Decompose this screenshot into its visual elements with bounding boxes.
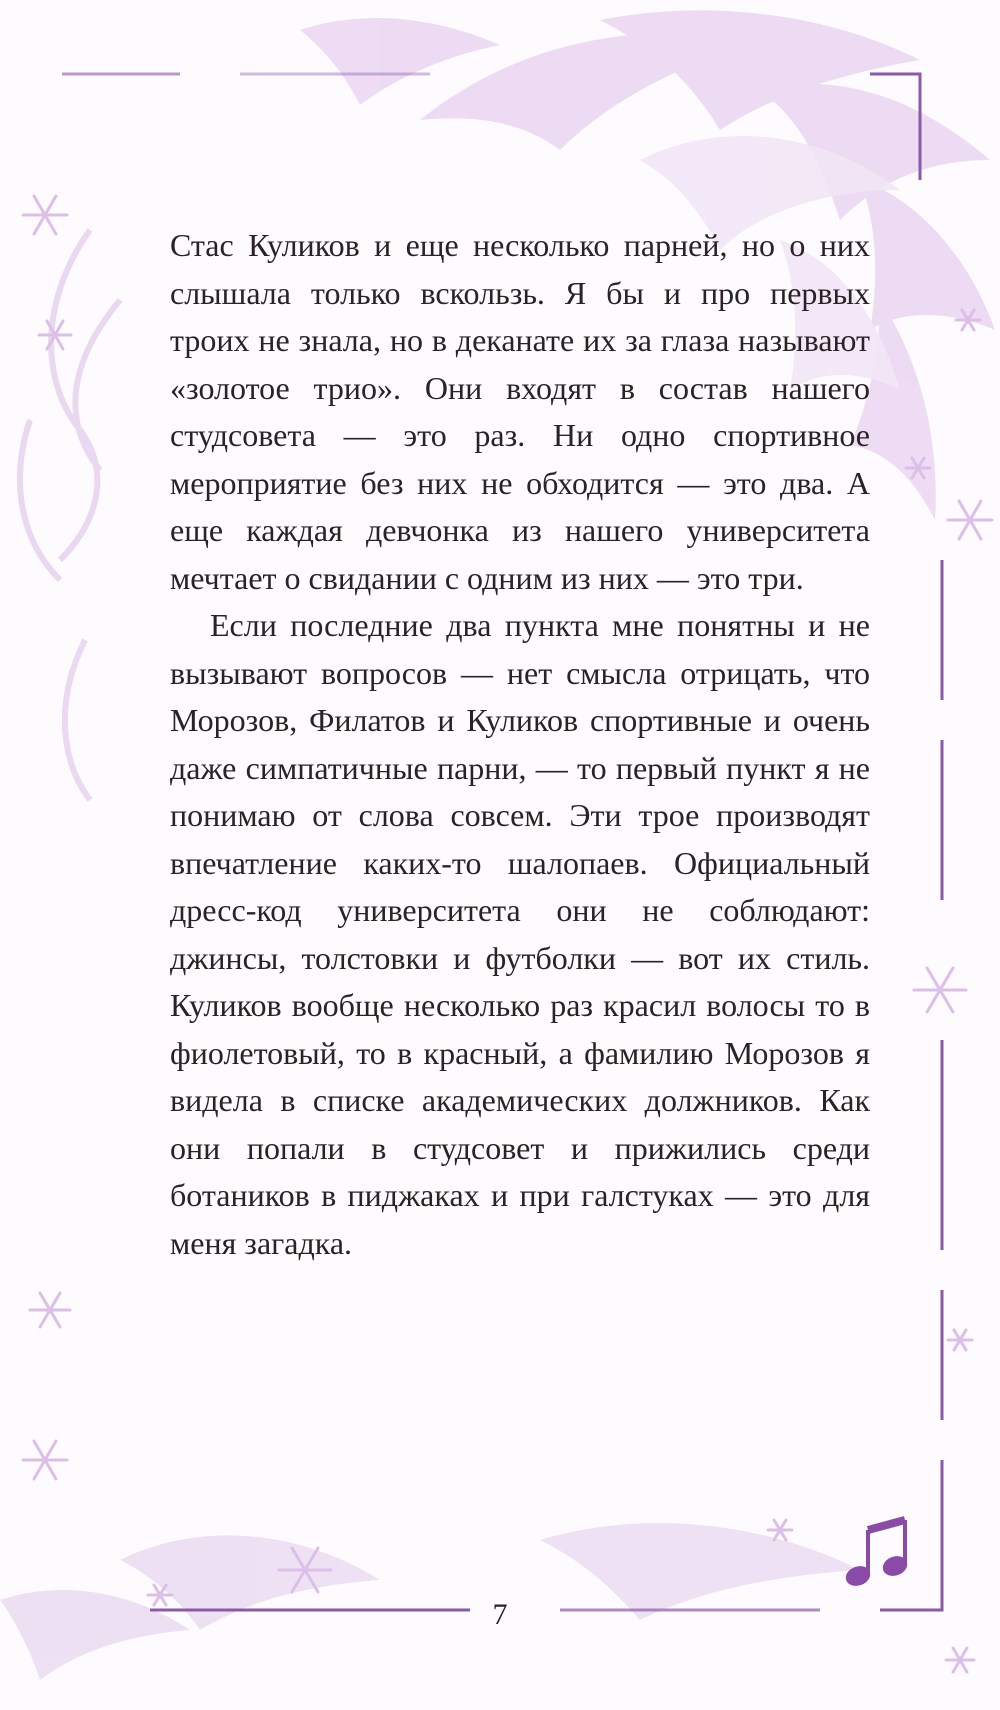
snowflake-icon bbox=[23, 196, 67, 234]
paragraph: Стас Куликов и еще несколько парней, но о них слышала только вскользь. Я бы и про первых троих не знала, но в деканате их за глаза называют «золотое трио». Они входят в состав нашего студсовета — это раз. Ни одно спортивное мероприятие без них не обходится — это два. А еще каждая девчонка из нашего университета мечтает о свидании с одним из них — это три. bbox=[170, 227, 870, 596]
page-number: 7 bbox=[492, 1598, 508, 1631]
snowflake-icon bbox=[23, 1441, 67, 1479]
snowflake-icon bbox=[768, 1520, 792, 1540]
snowflake-icon bbox=[948, 501, 992, 539]
snowflake-icon bbox=[30, 1293, 70, 1327]
music-note-icon bbox=[844, 1520, 910, 1589]
frost-swirl-left bbox=[20, 230, 120, 800]
snowflake-icon bbox=[948, 1330, 972, 1350]
body-text bbox=[170, 222, 870, 1267]
snowflake-icon bbox=[914, 968, 966, 1012]
snowflake-icon bbox=[946, 1648, 974, 1672]
paragraph: Если последние два пункта мне понятны и не вызывают вопросов — нет смысла отрицать, что Морозов, Филатов и Куликов спортивные и очень даже симпатичные парни, — то первый пункт я не понимаю от слова совсем. Эти трое производят впечатление каких-то шалопаев. Официальный дресс-код университета они не соблюдают: джинсы, толстовки и футболки — вот их стиль. Куликов вообще несколько раз красил волосы то в фиолетовый, то в красный, а фамилию Морозов я видела в списке академических должников. Как они попали в студсовет и прижились среди ботаников в пиджаках и при галстуках — это для меня загадка. bbox=[170, 607, 870, 1261]
